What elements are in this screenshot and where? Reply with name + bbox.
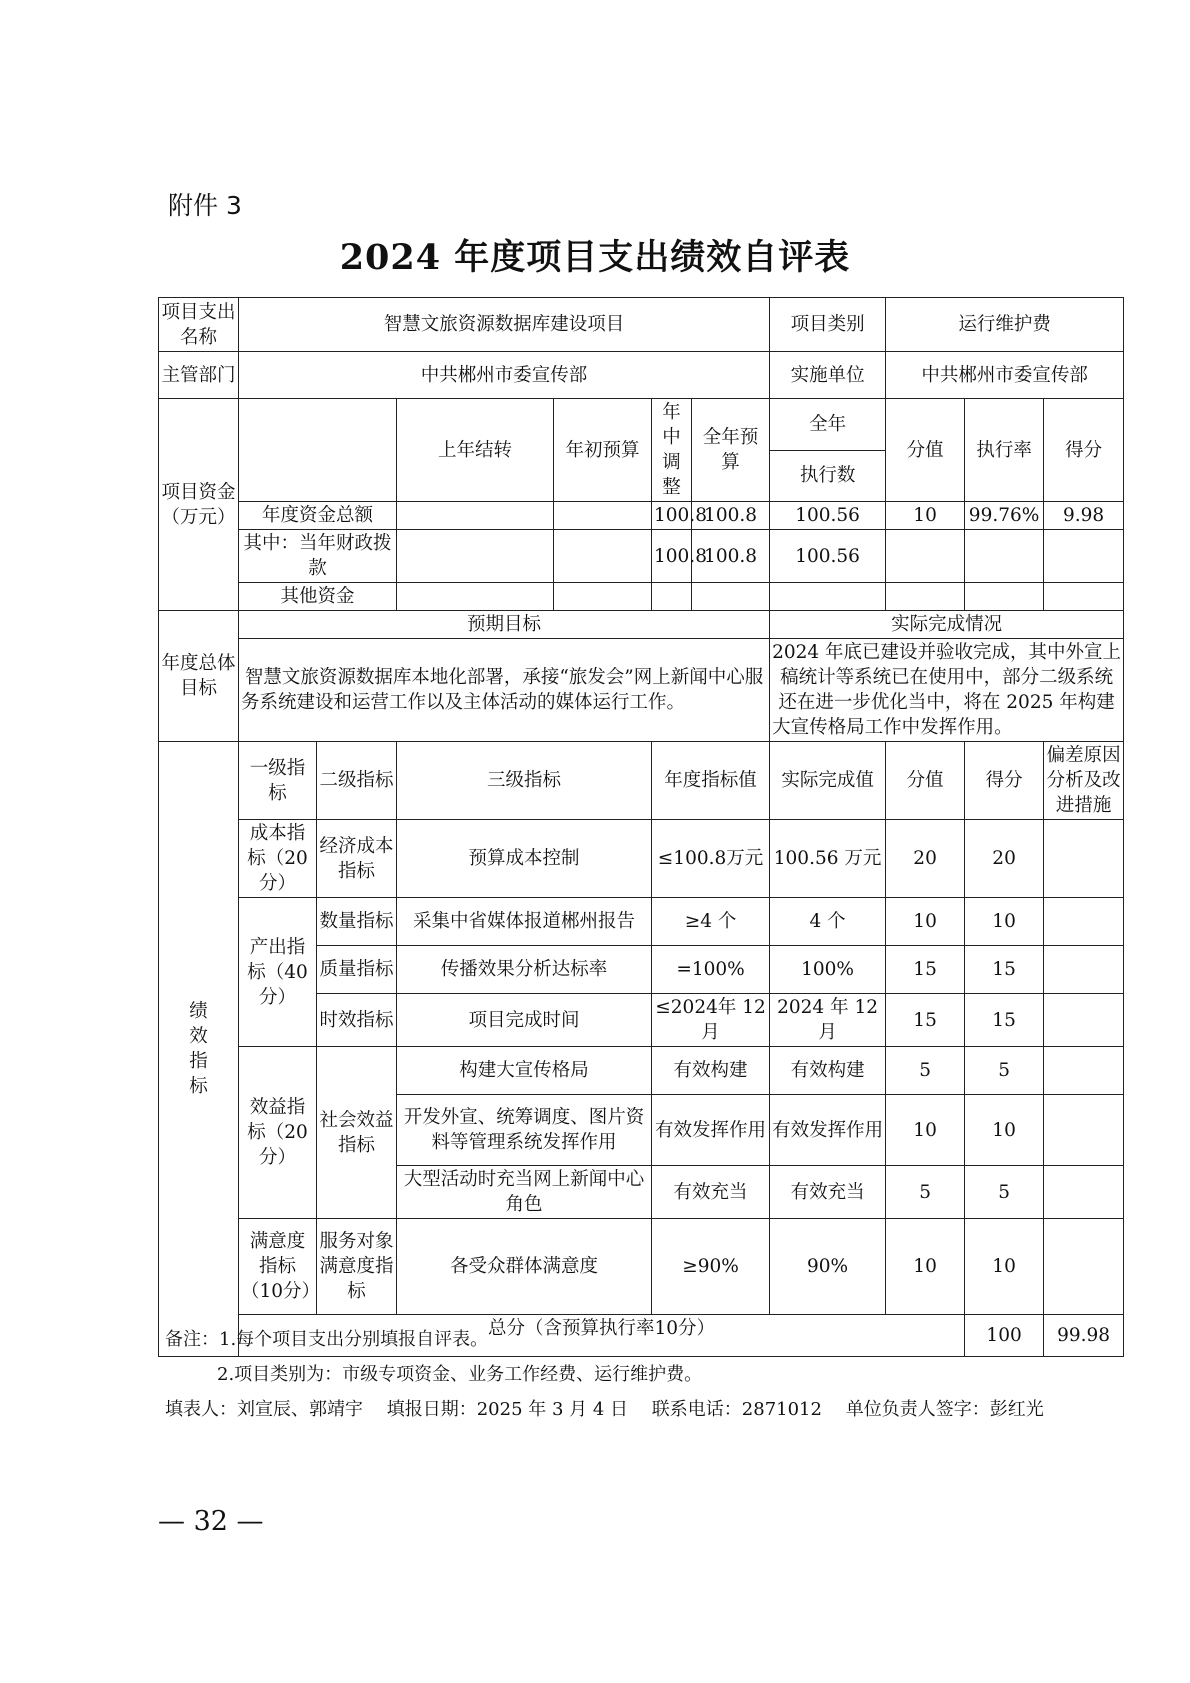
ind-header-score: 分值 (886, 742, 965, 820)
funds-header-exec-bottom: 执行数 (770, 450, 886, 502)
benefit-target: 有效充当 (652, 1166, 770, 1219)
output-l3: 采集中省媒体报道郴州报告 (397, 898, 652, 946)
funds-header-initial: 年初预算 (554, 399, 652, 502)
funds-row-total-prev (397, 502, 554, 530)
funds-row-total-rate: 99.76% (965, 502, 1044, 530)
funds-row-total-budget: 100.8 (692, 502, 770, 530)
benefit-got: 10 (965, 1095, 1044, 1166)
category-value: 运行维护费 (886, 298, 1124, 352)
funds-row-other-label: 其他资金 (239, 583, 397, 611)
satisfaction-actual: 90% (770, 1219, 886, 1315)
cost-score: 20 (886, 820, 965, 898)
funds-row-other-got (1044, 583, 1124, 611)
cost-actual: 100.56 万元 (770, 820, 886, 898)
funds-row-other-initial (554, 583, 652, 611)
benefit-score: 5 (886, 1166, 965, 1219)
goal-expected-header: 预期目标 (239, 611, 770, 639)
cost-got: 20 (965, 820, 1044, 898)
funds-row-fiscal-budget: 100.8 (692, 530, 770, 583)
output-got: 10 (965, 898, 1044, 946)
output-target: =100% (652, 946, 770, 994)
impl-value: 中共郴州市委宣传部 (886, 352, 1124, 399)
funds-header-adjust: 年中调整 (652, 399, 692, 502)
funds-row-fiscal-exec: 100.56 (770, 530, 886, 583)
cost-target: ≤100.8万元 (652, 820, 770, 898)
signer: 单位负责人签字：彭红光 (845, 1399, 1044, 1420)
satisfaction-l1: 满意度指标（10分） (239, 1219, 317, 1315)
output-l1: 产出指标（40分） (239, 898, 317, 1047)
funds-header-exec-top: 全年 (770, 399, 886, 451)
output-target: ≥4 个 (652, 898, 770, 946)
output-l2: 质量指标 (317, 946, 397, 994)
cost-l2: 经济成本指标 (317, 820, 397, 898)
benefit-got: 5 (965, 1047, 1044, 1095)
goal-expected-text: 智慧文旅资源数据库本地化部署，承接“旅发会”网上新闻中心服务系统建设和运营工作以及主体活动的媒体运行工作。 (239, 639, 770, 742)
ind-header-got: 得分 (965, 742, 1044, 820)
benefit-l2: 社会效益指标 (317, 1047, 397, 1219)
funds-row-fiscal-adjust: 100.8 (652, 530, 692, 583)
output-actual: 100% (770, 946, 886, 994)
satisfaction-got: 10 (965, 1219, 1044, 1315)
benefit-l3: 构建大宣传格局 (397, 1047, 652, 1095)
benefit-score: 5 (886, 1047, 965, 1095)
output-deviation (1044, 946, 1124, 994)
funds-row-fiscal-got (1044, 530, 1124, 583)
indicators-label: 绩效指标 (159, 742, 239, 1357)
funds-header-budget: 全年预算 (692, 399, 770, 502)
ind-header-target: 年度指标值 (652, 742, 770, 820)
goal-actual-text: 2024 年底已建设并验收完成，其中外宣上稿统计等系统已在使用中，部分二级系统还在进一步优化当中，将在 2025 年构建大宣传格局工作中发挥作用。 (770, 639, 1124, 742)
funds-row-fiscal-rate (965, 530, 1044, 583)
output-l2: 数量指标 (317, 898, 397, 946)
benefit-l1: 效益指标（20分） (239, 1047, 317, 1219)
output-target: ≤2024年 12 月 (652, 994, 770, 1047)
benefit-l3: 大型活动时充当网上新闻中心角色 (397, 1166, 652, 1219)
funds-row-other-score (886, 583, 965, 611)
funds-row-other-rate (965, 583, 1044, 611)
note-2: 2.项目类别为：市级专项资金、业务工作经费、运行维护费。 (217, 1364, 703, 1385)
output-l3: 项目完成时间 (397, 994, 652, 1047)
funds-row-fiscal-label: 其中：当年财政拨款 (239, 530, 397, 583)
funds-row-other-exec (770, 583, 886, 611)
funds-row-fiscal-initial (554, 530, 652, 583)
dept-value: 中共郴州市委宣传部 (239, 352, 770, 399)
benefit-target: 有效发挥作用 (652, 1095, 770, 1166)
note-1: 备注：1.每个项目支出分别填报自评表。 (165, 1329, 489, 1350)
funds-row-other-budget (692, 583, 770, 611)
output-deviation (1044, 994, 1124, 1047)
project-name: 智慧文旅资源数据库建设项目 (239, 298, 770, 352)
contact-phone: 联系电话：2871012 (651, 1399, 822, 1420)
impl-label: 实施单位 (770, 352, 886, 399)
funds-row-total-got: 9.98 (1044, 502, 1124, 530)
cost-deviation (1044, 820, 1124, 898)
output-score: 15 (886, 994, 965, 1047)
satisfaction-score: 10 (886, 1219, 965, 1315)
funds-header-rate: 执行率 (965, 399, 1044, 502)
funds-row-other-adjust (652, 583, 692, 611)
category-label: 项目类别 (770, 298, 886, 352)
dept-label: 主管部门 (159, 352, 239, 399)
funds-row-fiscal-score (886, 530, 965, 583)
satisfaction-l3: 各受众群体满意度 (397, 1219, 652, 1315)
funds-row-fiscal-prev (397, 530, 554, 583)
benefit-actual: 有效充当 (770, 1166, 886, 1219)
output-score: 15 (886, 946, 965, 994)
total-score: 100 (965, 1315, 1044, 1357)
fill-date: 填报日期：2025 年 3 月 4 日 (386, 1399, 629, 1420)
ind-header-actual: 实际完成值 (770, 742, 886, 820)
funds-row-total-label: 年度资金总额 (239, 502, 397, 530)
benefit-deviation (1044, 1166, 1124, 1219)
benefit-deviation (1044, 1047, 1124, 1095)
benefit-deviation (1044, 1095, 1124, 1166)
funds-row-total-exec: 100.56 (770, 502, 886, 530)
ind-header-l2: 二级指标 (317, 742, 397, 820)
satisfaction-deviation (1044, 1219, 1124, 1315)
funds-row-other-prev (397, 583, 554, 611)
benefit-l3: 开发外宣、统筹调度、图片资料等管理系统发挥作用 (397, 1095, 652, 1166)
benefit-target: 有效构建 (652, 1047, 770, 1095)
ind-header-deviation: 偏差原因分析及改进措施 (1044, 742, 1124, 820)
page-title: 2024 年度项目支出绩效自评表 (339, 237, 851, 278)
cost-l3: 预算成本控制 (397, 820, 652, 898)
output-actual: 4 个 (770, 898, 886, 946)
ind-header-l1: 一级指标 (239, 742, 317, 820)
performance-table (158, 297, 1124, 1357)
project-name-label: 项目支出名称 (159, 298, 239, 352)
funds-header-prev: 上年结转 (397, 399, 554, 502)
benefit-got: 5 (965, 1166, 1044, 1219)
output-actual: 2024 年 12 月 (770, 994, 886, 1047)
cost-l1: 成本指标（20分） (239, 820, 317, 898)
total-label: 总分（含预算执行率10分） (239, 1315, 965, 1357)
funds-row-total-initial (554, 502, 652, 530)
total-got: 99.98 (1044, 1315, 1124, 1357)
attachment-label: 附件 3 (168, 191, 242, 220)
benefit-score: 10 (886, 1095, 965, 1166)
goal-label: 年度总体目标 (159, 611, 239, 742)
form-footer (165, 1395, 1044, 1421)
output-score: 10 (886, 898, 965, 946)
goal-actual-header: 实际完成情况 (770, 611, 1124, 639)
funds-row-total-adjust: 100.8 (652, 502, 692, 530)
funds-header-score: 分值 (886, 399, 965, 502)
output-deviation (1044, 898, 1124, 946)
satisfaction-l2: 服务对象满意度指标 (317, 1219, 397, 1315)
benefit-actual: 有效发挥作用 (770, 1095, 886, 1166)
funds-header-blank (239, 399, 397, 502)
ind-header-l3: 三级指标 (397, 742, 652, 820)
filler-names: 填表人：刘宣辰、郭靖宇 (165, 1399, 363, 1420)
output-got: 15 (965, 946, 1044, 994)
output-l2: 时效指标 (317, 994, 397, 1047)
funds-header-got: 得分 (1044, 399, 1124, 502)
output-got: 15 (965, 994, 1044, 1047)
benefit-actual: 有效构建 (770, 1047, 886, 1095)
output-l3: 传播效果分析达标率 (397, 946, 652, 994)
funds-label: 项目资金（万元） (159, 399, 239, 611)
page-number: — 32 — (158, 1506, 264, 1537)
satisfaction-target: ≥90% (652, 1219, 770, 1315)
funds-row-total-score: 10 (886, 502, 965, 530)
